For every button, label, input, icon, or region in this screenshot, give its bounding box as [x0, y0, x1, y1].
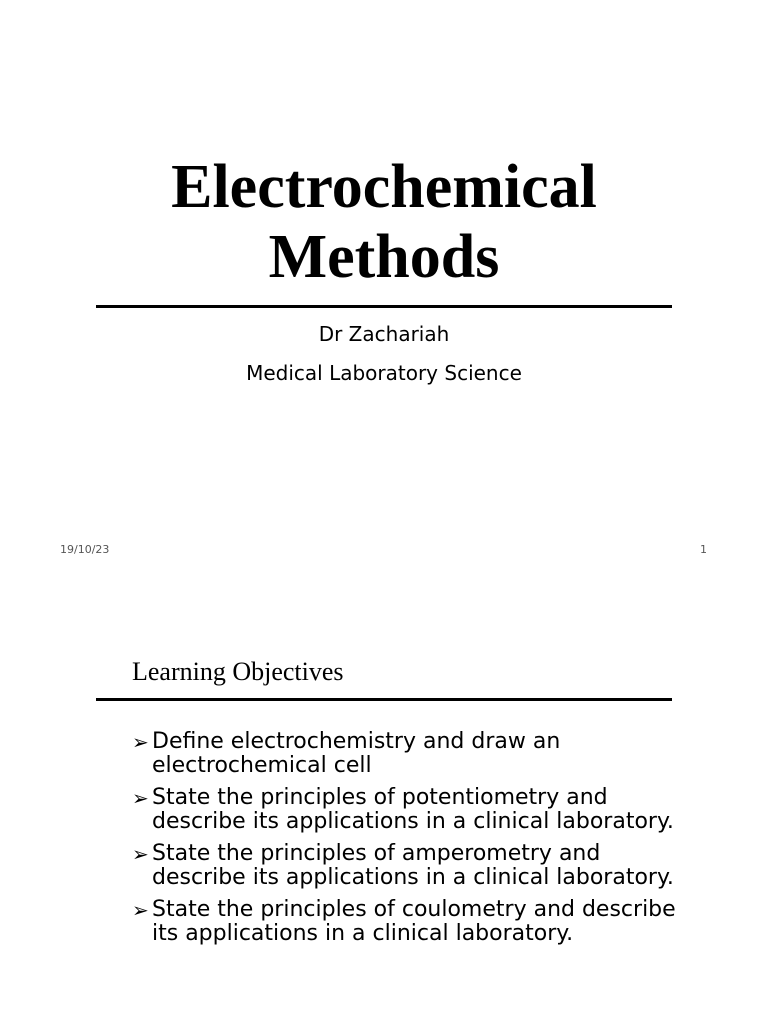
- objective-text: State the principles of potentiometry and describe its applications in a clinical laboratory.: [152, 785, 674, 834]
- list-item: [132, 842, 692, 890]
- objectives-title: Learning Objectives: [132, 657, 344, 686]
- title-line-1: Electrochemical: [171, 153, 597, 221]
- title-divider: [96, 305, 672, 308]
- slide-date: 19/10/23: [60, 543, 110, 556]
- arrow-bullet-icon: ➢: [132, 898, 149, 922]
- slide-page-number: 1: [700, 543, 707, 556]
- slide-title: [0, 152, 768, 292]
- list-item: [132, 898, 692, 946]
- title-line-2: Methods: [268, 223, 500, 291]
- department-name: Medical Laboratory Science: [246, 361, 522, 385]
- arrow-bullet-icon: ➢: [132, 786, 149, 810]
- arrow-bullet-icon: ➢: [132, 730, 149, 754]
- objectives-list: [132, 730, 692, 954]
- objective-text: State the principles of amperometry and describe its applications in a clinical laboratory.: [152, 841, 674, 890]
- list-item: [132, 786, 692, 834]
- author-name: Dr Zachariah: [318, 322, 450, 346]
- list-item: [132, 730, 692, 778]
- arrow-bullet-icon: ➢: [132, 842, 149, 866]
- objective-text: Define electrochemistry and draw an electrochemical cell: [152, 729, 561, 778]
- objectives-slide: [0, 576, 768, 1024]
- objectives-divider: [96, 698, 672, 701]
- objective-text: State the principles of coulometry and describe its applications in a clinical laboratory.: [152, 897, 676, 946]
